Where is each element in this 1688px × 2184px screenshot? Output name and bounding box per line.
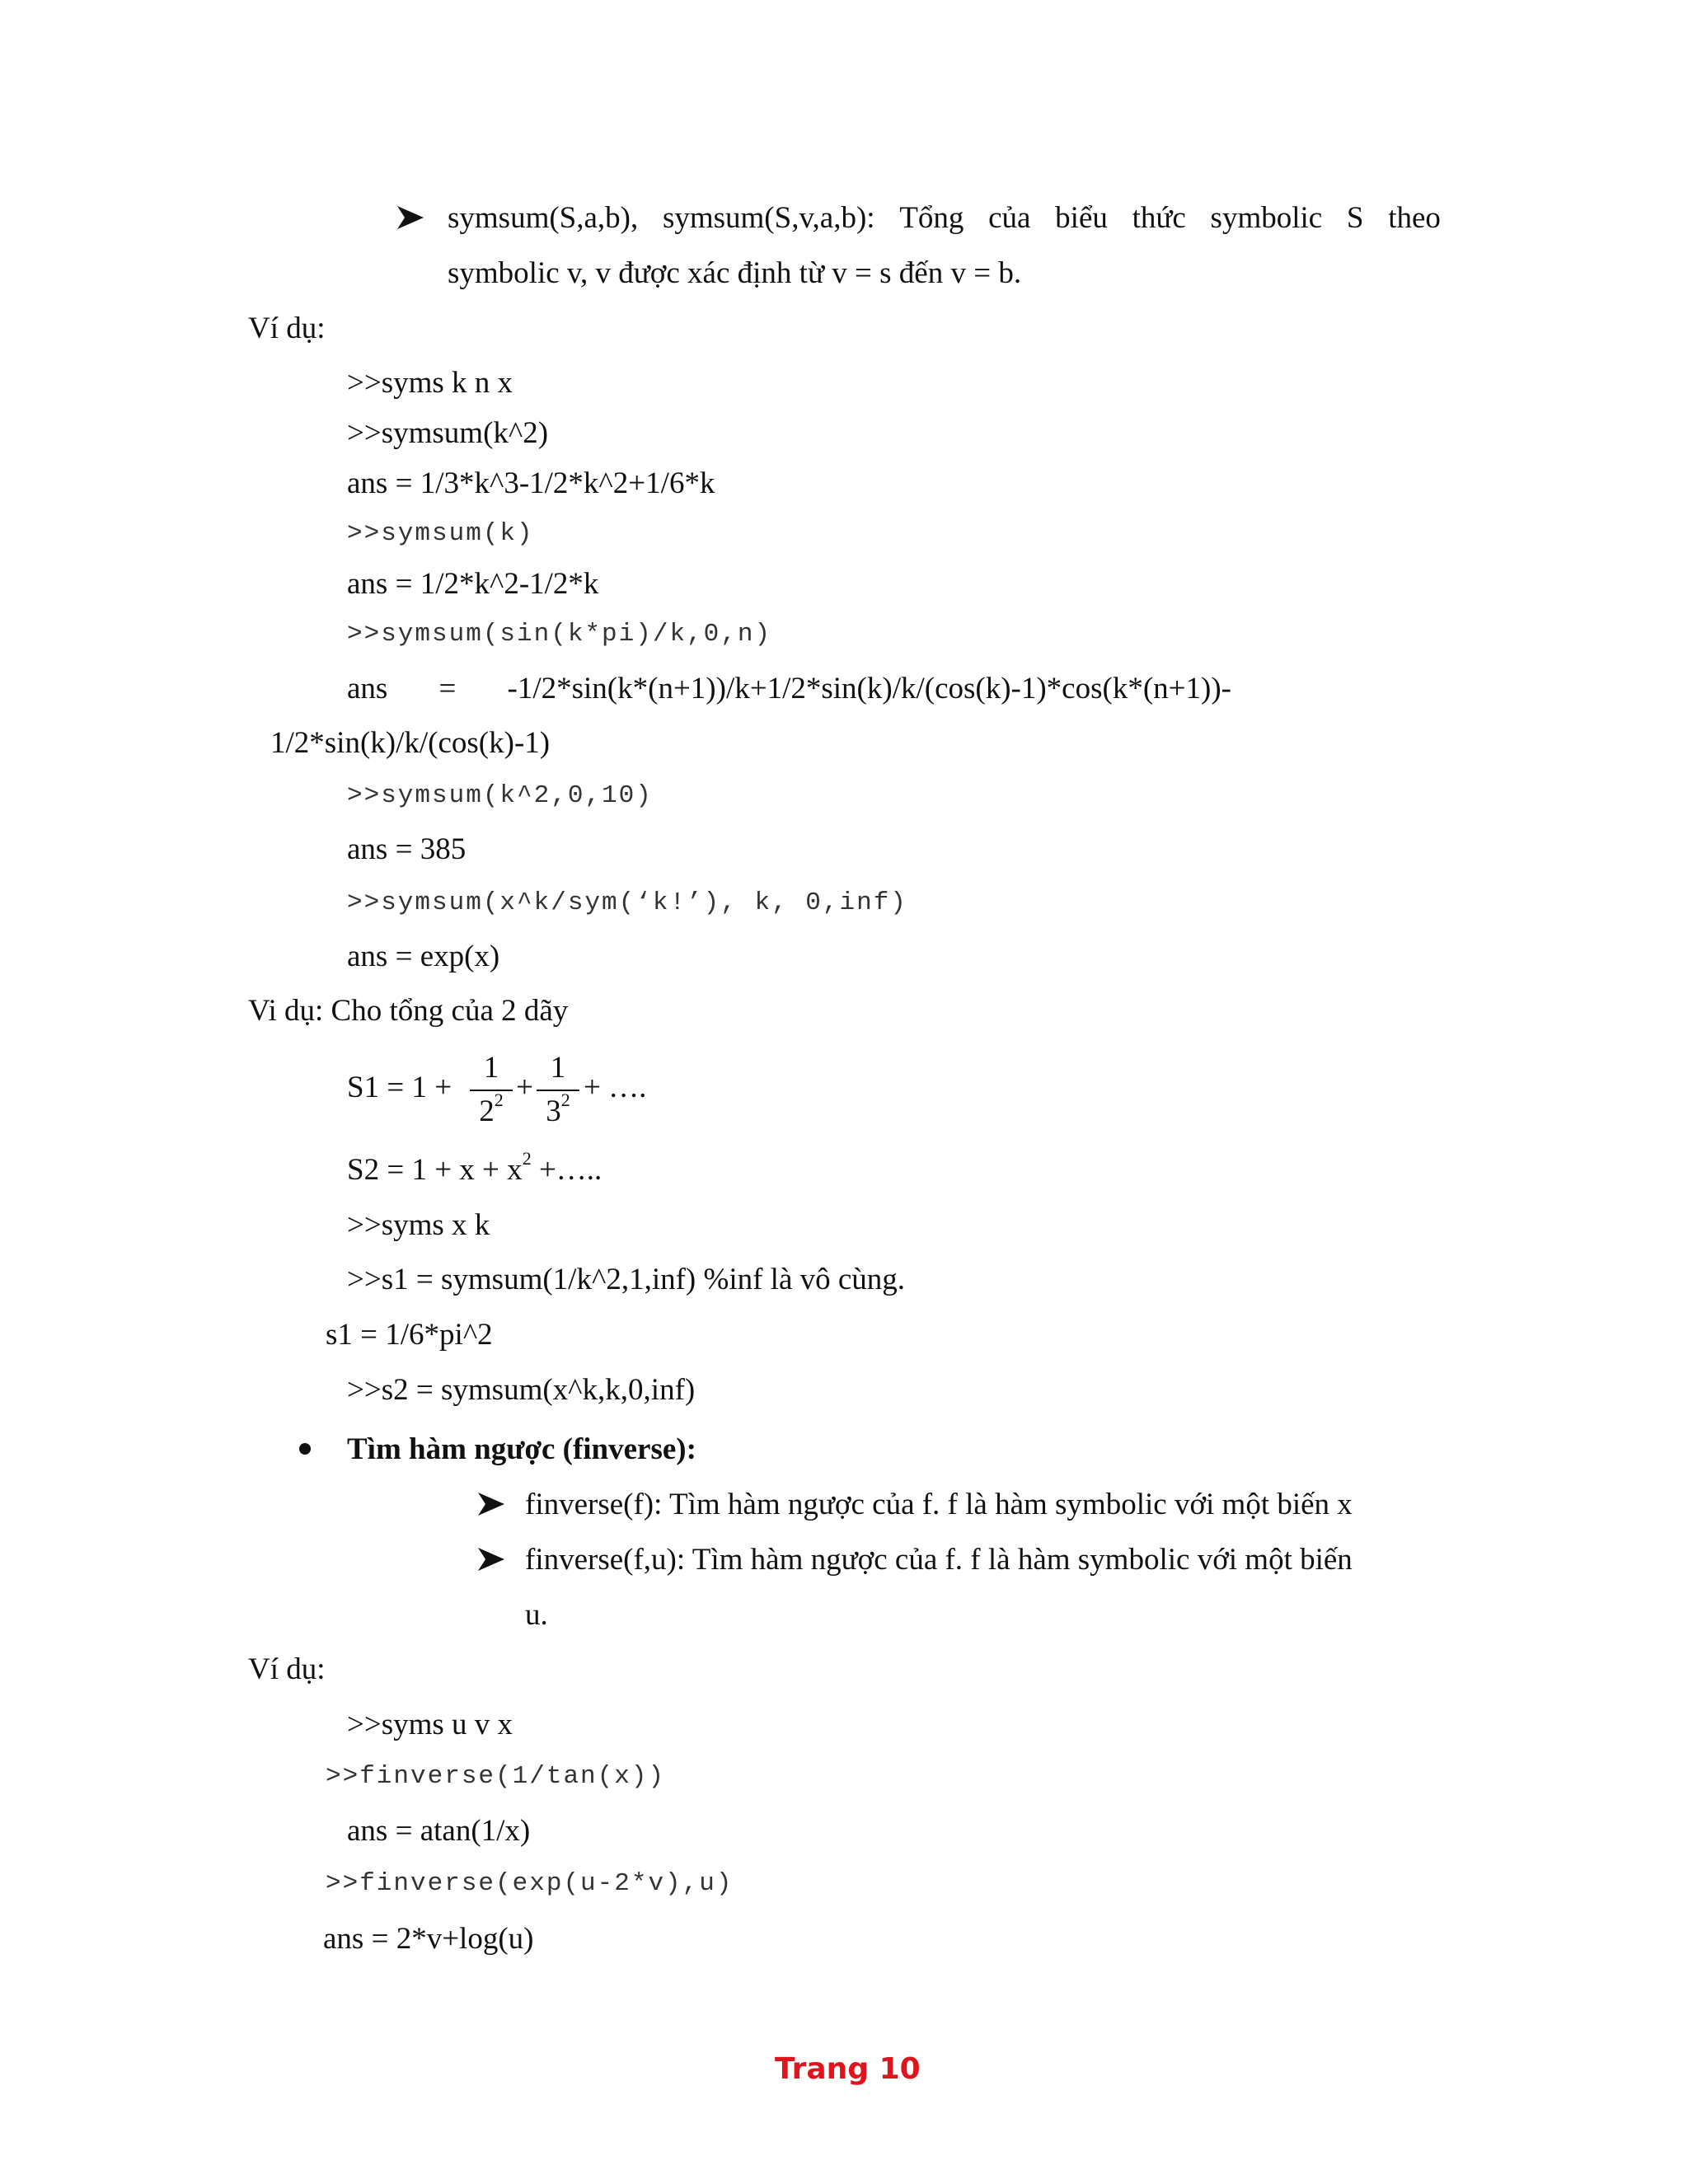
word: ans	[347, 672, 388, 705]
code-line: >>syms x k	[347, 1208, 490, 1242]
word: symsum(S,a,b),	[448, 201, 639, 235]
finverse-item-1: finverse(f): Tìm hàm ngược của f. f là hàm symbolic với một biến x	[525, 1488, 1353, 1521]
example-heading: Ví dụ:	[248, 312, 326, 345]
fraction	[470, 1052, 513, 1127]
den-exponent: 2	[494, 1090, 504, 1110]
fraction-denominator	[470, 1090, 513, 1128]
fraction-bar	[470, 1090, 513, 1091]
formula-s2-suffix: +…..	[531, 1153, 603, 1187]
den-exponent: 2	[560, 1090, 570, 1110]
word: symbolic	[1210, 201, 1323, 235]
word: symsum(S,v,a,b):	[662, 201, 875, 235]
den-base: 3	[546, 1094, 561, 1128]
fraction-denominator	[537, 1090, 579, 1128]
bullet-symsum-line2: symbolic v, v được xác định từ v = s đến v = b.	[448, 256, 1022, 290]
code-line: >>finverse(exp(u-2*v),u)	[326, 1869, 734, 1898]
formula-s1-prefix: S1 = 1 +	[347, 1071, 452, 1104]
bullet-symsum-line1	[448, 203, 1441, 233]
arrowhead-bullet-icon	[476, 1489, 506, 1519]
word: =	[438, 672, 457, 705]
result-line: ans = exp(x)	[347, 940, 500, 973]
finverse-item-2-line1: finverse(f,u): Tìm hàm ngược của f. f là hàm symbolic với một biến	[525, 1543, 1353, 1577]
code-line: >>syms k n x	[347, 366, 513, 400]
fraction-numerator: 1	[483, 1051, 499, 1085]
result-line	[347, 673, 1231, 704]
code-line: >>finverse(1/tan(x))	[326, 1762, 666, 1791]
word: thức	[1132, 201, 1186, 235]
code-line: >>symsum(k^2,0,10)	[347, 781, 653, 810]
code-line: >>s2 = symsum(x^k,k,0,inf)	[347, 1373, 696, 1407]
fraction	[537, 1052, 579, 1127]
code-line: >>s1 = symsum(1/k^2,1,inf) %inf là vô cùng.	[347, 1263, 906, 1296]
code-line: >>symsum(sin(k*pi)/k,0,n)	[347, 620, 772, 649]
fraction-numerator: 1	[550, 1051, 566, 1085]
plus-sign: +	[516, 1071, 533, 1104]
result-line: ans = 1/3*k^3-1/2*k^2+1/6*k	[347, 466, 715, 500]
word: theo	[1388, 201, 1441, 235]
dot-bullet-icon	[299, 1443, 311, 1455]
example-heading: Vi dụ: Cho tổng của 2 dãy	[248, 994, 569, 1028]
formula-s2-exponent: 2	[522, 1148, 532, 1169]
result-line: s1 = 1/6*pi^2	[326, 1318, 493, 1352]
finverse-item-2-line2: u.	[525, 1598, 548, 1632]
den-base: 2	[479, 1094, 495, 1128]
word: Tổng	[899, 201, 964, 235]
result-line: ans = 1/2*k^2-1/2*k	[347, 567, 599, 601]
formula-s1-suffix: + ….	[584, 1071, 647, 1104]
section-title: Tìm hàm ngược (finverse):	[347, 1432, 696, 1466]
code-line: >>symsum(x^k/sym(‘k!’), k, 0,inf)	[347, 888, 907, 917]
formula-s2	[347, 1148, 603, 1187]
result-line-continuation: 1/2*sin(k)/k/(cos(k)-1)	[270, 726, 551, 760]
code-line: >>symsum(k^2)	[347, 416, 549, 450]
result-line: ans = atan(1/x)	[347, 1814, 531, 1848]
code-line: >>symsum(k)	[347, 519, 534, 548]
page-number: Trang 10	[775, 2052, 921, 2086]
word: biểu	[1055, 201, 1108, 235]
formula-s2-prefix: S2 = 1 + x + x	[347, 1153, 523, 1187]
word: -1/2*sin(k*(n+1))/k+1/2*sin(k)/k/(cos(k)-1)*cos(k*(n+1))-	[507, 672, 1231, 705]
arrowhead-bullet-icon	[396, 203, 425, 232]
code-line: >>syms u v x	[347, 1708, 513, 1741]
arrowhead-bullet-icon	[476, 1544, 506, 1574]
word: của	[988, 201, 1031, 235]
result-line: ans = 2*v+log(u)	[323, 1922, 534, 1956]
example-heading: Ví dụ:	[248, 1652, 326, 1686]
word: S	[1346, 201, 1364, 235]
fraction-bar	[537, 1090, 579, 1091]
result-line: ans = 385	[347, 832, 467, 866]
